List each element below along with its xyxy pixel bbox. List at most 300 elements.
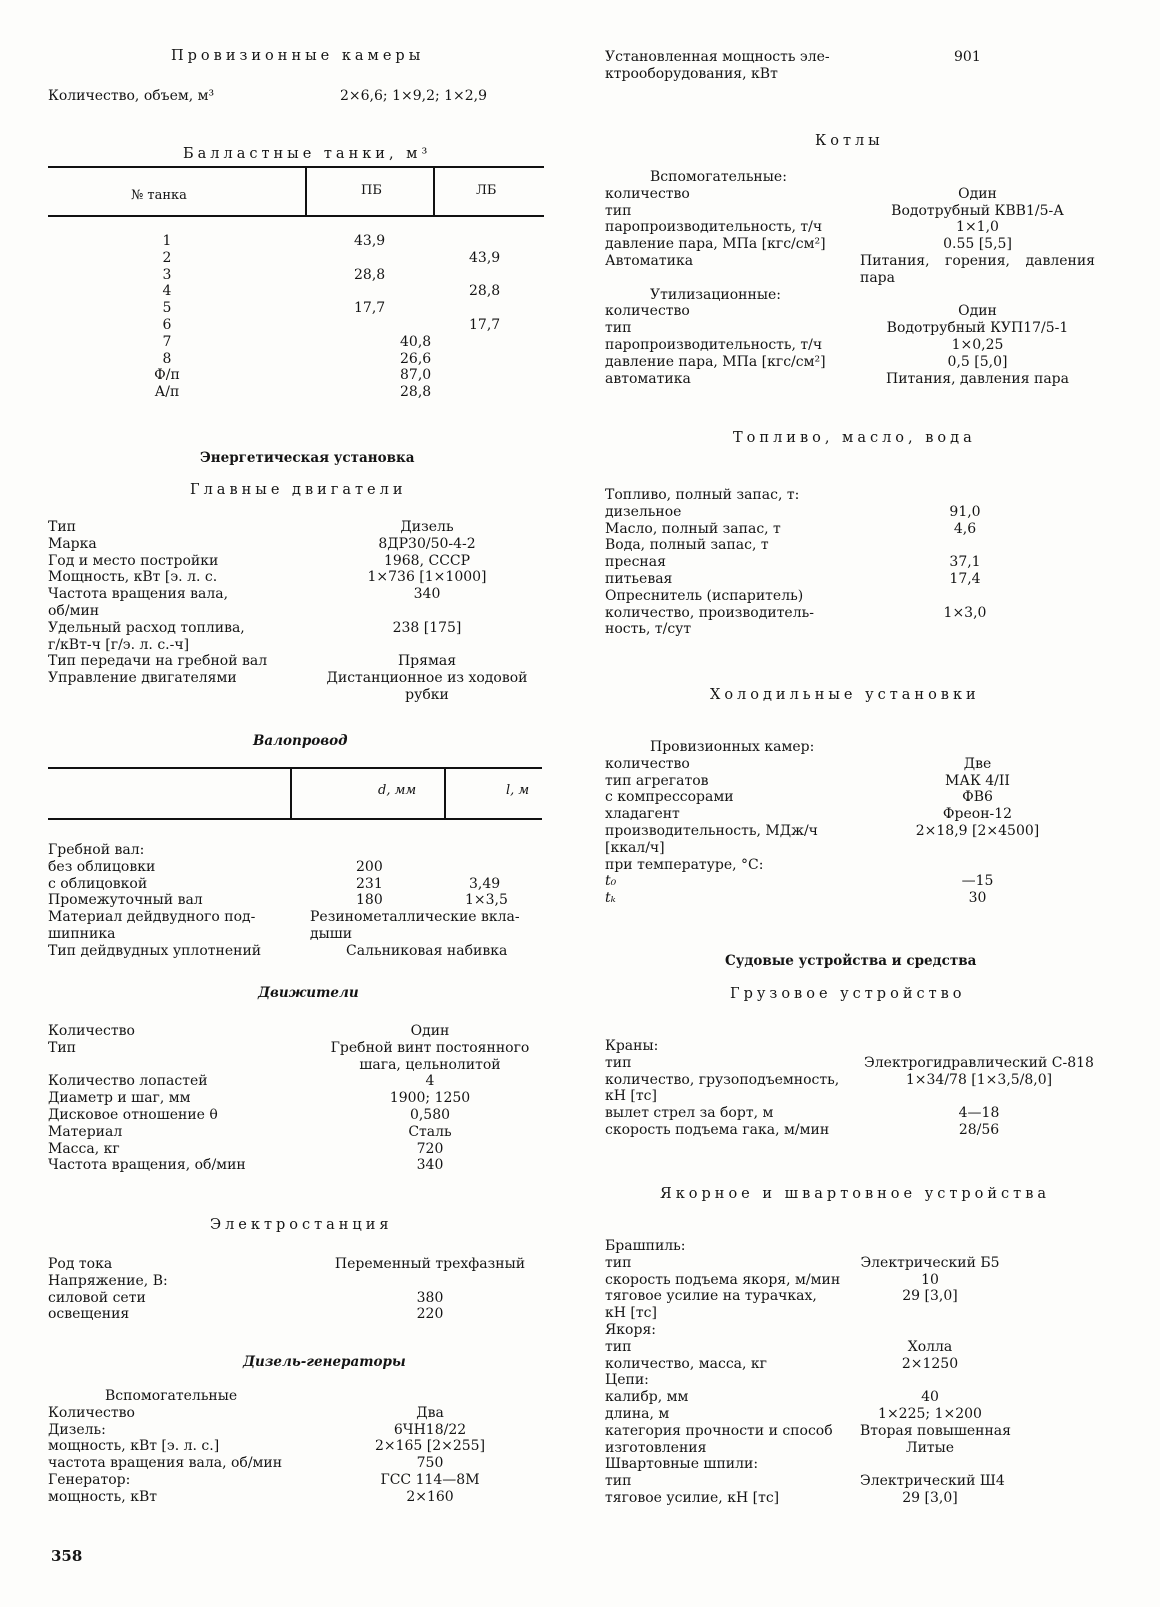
dg-row-key: Генератор: xyxy=(48,1472,131,1488)
refrigeration-row-value: 30 xyxy=(968,890,987,907)
anchor-row-value: Холла xyxy=(907,1338,953,1355)
tank-pb: 43,9 xyxy=(354,233,386,249)
dg-row xyxy=(48,1388,558,1404)
shaft-l: 3,49 xyxy=(469,875,501,892)
cargo-row-value: Электрогидравлический С-818 xyxy=(864,1054,1094,1071)
table-col-divider xyxy=(290,767,292,819)
refrigeration-row xyxy=(605,840,1125,856)
anchor-row xyxy=(605,1238,1125,1254)
table-row xyxy=(48,943,558,959)
boiler-row xyxy=(605,337,1125,353)
shaft-key: Промежуточный вал xyxy=(48,892,203,909)
propulsor-row-value: Один xyxy=(410,1023,450,1039)
anchor-row-key: тип xyxy=(605,1473,632,1490)
anchor-row xyxy=(605,1372,1125,1388)
fuel-row-value: 37,1 xyxy=(949,554,981,571)
refrigeration-row xyxy=(605,773,1125,789)
engine-row-value: Дизель xyxy=(400,519,454,535)
boiler-row-key: Вспомогательные: xyxy=(650,169,787,185)
power-row xyxy=(48,1290,558,1306)
tank-number: Ф/п xyxy=(154,367,180,384)
dg-row-value: 750 xyxy=(416,1455,444,1472)
tank-number: А/п xyxy=(154,384,180,401)
tank-lb: 43,9 xyxy=(469,249,501,266)
boiler-row xyxy=(605,287,1125,303)
refrigeration-row-value: Фреон-12 xyxy=(942,806,1013,823)
provision-row xyxy=(48,88,558,104)
anchor-row-value: Электрический Ш4 xyxy=(860,1473,1005,1490)
tank-number: 8 xyxy=(162,350,172,367)
boiler-row xyxy=(605,219,1125,235)
anchor-row xyxy=(605,1339,1125,1355)
dg-row-key: Дизель: xyxy=(48,1421,106,1438)
dg-row-value: 6ЧН18/22 xyxy=(393,1421,467,1438)
cargo-row-value: 28/56 xyxy=(958,1122,1000,1138)
engine-row xyxy=(48,569,558,585)
shaft-key: с облицовкой xyxy=(48,875,148,892)
anchor-row xyxy=(605,1423,1125,1439)
table-row xyxy=(48,300,558,316)
cargo-row xyxy=(605,1088,1125,1104)
dg-row xyxy=(48,1489,558,1505)
engine-row-value: 238 [175] xyxy=(392,619,462,636)
propulsor-row xyxy=(48,1157,558,1173)
anchor-row-key: скорость подъема якоря, м/мин xyxy=(605,1271,841,1288)
anchor-row xyxy=(605,1322,1125,1338)
table-header-cell: № танка xyxy=(131,188,187,203)
boiler-row-key: паропроизводительность, т/ч xyxy=(605,337,823,353)
engine-row xyxy=(48,653,558,669)
engine-row-key: Частота вращения вала, xyxy=(48,586,229,603)
power-row xyxy=(48,1306,558,1322)
boiler-row-value: Водотрубный КВВ1/5-А xyxy=(891,202,1064,219)
anchor-row-value: 1×225; 1×200 xyxy=(878,1406,982,1422)
fuel-row-key: дизельное xyxy=(605,503,682,520)
dg-row xyxy=(48,1438,558,1454)
refrigeration-row-key: t₀ xyxy=(605,873,617,890)
boiler-row-key: Автоматика xyxy=(605,253,694,269)
provision-value: 2×6,6; 1×9,2; 1×2,9 xyxy=(340,88,488,104)
anchor-row xyxy=(605,1456,1125,1472)
engine-row-key: Марка xyxy=(48,535,97,552)
engine-row-key: Год и место постройки xyxy=(48,552,219,569)
power-row-key: Напряжение, В: xyxy=(48,1272,168,1289)
anchor-row-key: количество, масса, кг xyxy=(605,1355,767,1372)
dg-row-key: мощность, кВт [э. л. с.] xyxy=(48,1438,220,1455)
tank-lb: 28,8 xyxy=(469,283,501,300)
fuel-row-value: 1×3,0 xyxy=(943,604,987,621)
dg-row-value: 2×165 [2×255] xyxy=(374,1438,486,1455)
propulsor-row-value: 720 xyxy=(416,1140,444,1157)
engine-row-key: об/мин xyxy=(48,603,100,619)
boiler-row-value: Питания, давления пара xyxy=(886,370,1069,387)
table-rule-top xyxy=(48,767,542,769)
tank-number: 5 xyxy=(162,300,172,317)
tank-lb: 17,7 xyxy=(469,317,501,333)
power-row-key: освещения xyxy=(48,1306,130,1323)
anchor-row xyxy=(605,1255,1125,1271)
refrigeration-row xyxy=(605,806,1125,822)
engine-row xyxy=(48,620,558,636)
boiler-row xyxy=(605,270,1125,286)
fuel-row xyxy=(605,537,1125,553)
anchor-row xyxy=(605,1288,1125,1304)
anchor-row xyxy=(605,1389,1125,1405)
engine-row xyxy=(48,586,558,602)
cargo-row xyxy=(605,1105,1125,1121)
table-row xyxy=(48,892,558,908)
table-rule-bottom xyxy=(48,215,544,217)
dg-row xyxy=(48,1472,558,1488)
boiler-row-value: 1×0,25 xyxy=(951,337,1004,353)
table-rule-bottom xyxy=(48,818,542,820)
fuel-row-value: 17,4 xyxy=(949,571,981,587)
section-title-ship-devices: Судовые устройства и средства xyxy=(725,953,977,969)
fuel-row-key: Опреснитель (испаритель) xyxy=(605,587,804,604)
boiler-row xyxy=(605,303,1125,319)
dg-row xyxy=(48,1455,558,1471)
table-row xyxy=(48,909,558,925)
boiler-row-value: Один xyxy=(958,303,997,320)
refrigeration-row-key: Провизионных камер: xyxy=(650,739,815,755)
refrigeration-row xyxy=(605,756,1125,772)
refrigeration-row xyxy=(605,873,1125,889)
table-col-divider xyxy=(305,166,307,216)
fuel-row xyxy=(605,504,1125,520)
power-row-key: силовой сети xyxy=(48,1289,146,1306)
table-row xyxy=(48,334,558,350)
anchor-row-key: категория прочности и способ xyxy=(605,1422,833,1439)
boiler-row-key: тип xyxy=(605,320,632,337)
fuel-row-key: питьевая xyxy=(605,571,673,587)
boiler-row-value: Водотрубный КУП17/5-1 xyxy=(886,320,1069,337)
table-row xyxy=(48,351,558,367)
refrigeration-row-value: МАК 4/II xyxy=(945,772,1010,789)
table-row xyxy=(48,842,558,858)
fuel-row-value: 91,0 xyxy=(949,503,981,520)
anchor-row-key: изготовления xyxy=(605,1439,707,1456)
refrigeration-row-key: tₖ xyxy=(605,890,616,907)
dg-row-key: мощность, кВт xyxy=(48,1488,157,1505)
propulsor-row-key: Материал xyxy=(48,1123,123,1140)
anchor-row-value: Электрический Б5 xyxy=(860,1254,1000,1271)
section-title-provision: Провизионные камеры xyxy=(171,48,425,64)
cargo-row-key: количество, грузоподъемность, xyxy=(605,1071,840,1088)
power-row xyxy=(48,1273,558,1289)
boiler-row-key: давление пара, МПа [кгс/см²] xyxy=(605,236,826,253)
propulsor-row-key: Дисковое отношение θ xyxy=(48,1107,218,1123)
shaft-d: Резинометаллические вкла- xyxy=(310,909,520,926)
anchor-row-key: Брашпиль: xyxy=(605,1238,686,1254)
propulsor-row-value: шага, цельнолитой xyxy=(359,1056,501,1073)
provision-key: Количество, объем, м³ xyxy=(48,88,215,104)
anchor-row xyxy=(605,1406,1125,1422)
cargo-row xyxy=(605,1038,1125,1054)
boiler-row-key: давление пара, МПа [кгс/см²] xyxy=(605,353,826,370)
anchor-row-key: Якоря: xyxy=(605,1322,656,1338)
fuel-row-key: Масло, полный запас, т xyxy=(605,520,781,537)
anchor-row xyxy=(605,1272,1125,1288)
installed-power-key: ктрооборудования, кВт xyxy=(605,66,778,82)
propulsor-row-key: Тип xyxy=(48,1039,76,1056)
power-row-value: 380 xyxy=(416,1289,444,1306)
anchor-row xyxy=(605,1490,1125,1506)
shaft-l: 1×3,5 xyxy=(465,892,508,909)
shaft-d: дыши xyxy=(310,926,353,942)
refrigeration-row-value: ФВ6 xyxy=(962,789,993,806)
propulsor-row xyxy=(48,1090,558,1106)
table-row xyxy=(48,250,558,266)
power-row-key: Род тока xyxy=(48,1256,113,1272)
boiler-row xyxy=(605,203,1125,219)
boiler-row xyxy=(605,354,1125,370)
boiler-row-value: пара xyxy=(860,269,895,286)
engine-row xyxy=(48,536,558,552)
fuel-row xyxy=(605,554,1125,570)
section-title-engines: Главные двигатели xyxy=(190,482,407,498)
table-header-cell: l, м xyxy=(506,783,530,798)
boiler-row-key: количество xyxy=(605,303,690,320)
boiler-row-key: тип xyxy=(605,202,632,219)
table-row xyxy=(48,876,558,892)
fuel-row-key: ность, т/сут xyxy=(605,621,692,638)
cargo-row-value: 1×34/78 [1×3,5/8,0] xyxy=(905,1071,1053,1088)
cargo-row xyxy=(605,1055,1125,1071)
dg-row xyxy=(48,1405,558,1421)
tank-center: 26,6 xyxy=(400,350,432,367)
fuel-row xyxy=(605,571,1125,587)
engine-row-key: Тип xyxy=(48,519,76,535)
shaft-key: Материал дейдвудного под- xyxy=(48,909,256,926)
propulsor-row xyxy=(48,1141,558,1157)
fuel-row-value: 4,6 xyxy=(953,520,977,537)
engine-row-key: Мощность, кВт [э. л. с. xyxy=(48,569,218,586)
propulsor-row-key: Диаметр и шаг, мм xyxy=(48,1090,191,1107)
anchor-row xyxy=(605,1356,1125,1372)
propulsor-row-value: Сталь xyxy=(408,1123,452,1140)
shaft-key: Тип дейдвудных уплотнений xyxy=(48,942,262,959)
tank-pb: 17,7 xyxy=(354,300,386,317)
table-row xyxy=(48,283,558,299)
propulsor-row-value: 4 xyxy=(425,1073,435,1090)
boiler-row-key: количество xyxy=(605,185,690,202)
table-row xyxy=(48,367,558,383)
section-title-anchor: Якорное и швартовное устройства xyxy=(660,1186,1051,1202)
anchor-row xyxy=(605,1440,1125,1456)
anchor-row-value: 29 [3,0] xyxy=(902,1490,958,1506)
fuel-row-key: Топливо, полный запас, т: xyxy=(605,487,800,503)
section-title-boilers: Котлы xyxy=(815,133,884,149)
anchor-row-key: длина, м xyxy=(605,1406,670,1422)
section-title-shaft: Валопровод xyxy=(253,733,348,749)
refrigeration-row xyxy=(605,789,1125,805)
power-row-value: 220 xyxy=(416,1306,444,1323)
anchor-row xyxy=(605,1473,1125,1489)
table-header-cell: ЛБ xyxy=(476,183,497,198)
propulsor-row-value: 340 xyxy=(416,1157,444,1174)
engine-row-key: Тип передачи на гребной вал xyxy=(48,653,268,670)
section-title-refrigeration: Холодильные установки xyxy=(710,687,980,703)
installed-power-value: 901 xyxy=(954,49,981,65)
table-row xyxy=(48,384,558,400)
dg-row-key: Вспомогательные xyxy=(105,1388,238,1404)
cargo-row-key: вылет стрел за борт, м xyxy=(605,1105,774,1122)
cargo-row-key: тип xyxy=(605,1054,632,1071)
power-row-value: Переменный трехфазный xyxy=(334,1256,526,1272)
engine-row-value: 1968, СССР xyxy=(383,552,471,569)
table-row xyxy=(48,267,558,283)
engine-row-value: 8ДР30/50-4-2 xyxy=(378,535,476,552)
engine-row xyxy=(48,519,558,535)
boiler-row xyxy=(605,236,1125,252)
table-row xyxy=(48,926,558,942)
engine-row-key: Управление двигателями xyxy=(48,670,237,687)
refrigeration-row-key: при температуре, °С: xyxy=(605,856,764,873)
propulsor-row xyxy=(48,1073,558,1089)
anchor-row-key: тяговое усилие на турачках, xyxy=(605,1288,817,1305)
section-title-propulsors: Движители xyxy=(258,985,359,1001)
refrigeration-row xyxy=(605,823,1125,839)
fuel-row xyxy=(605,521,1125,537)
anchor-row-key: тип xyxy=(605,1338,632,1355)
engine-row xyxy=(48,670,558,686)
page-number: 358 xyxy=(51,1547,83,1565)
anchor-row-key: Швартовные шпили: xyxy=(605,1456,759,1473)
section-title-cargo: Грузовое устройство xyxy=(730,986,966,1002)
installed-power-row xyxy=(605,49,1125,65)
cargo-row-value: 4—18 xyxy=(958,1105,1000,1122)
section-title-fuel: Топливо, масло, вода xyxy=(733,430,976,446)
boiler-row-value: Один xyxy=(958,185,997,202)
engine-row-key: Удельный расход топлива, xyxy=(48,619,245,636)
refrigeration-row-value: 2×18,9 [2×4500] xyxy=(915,823,1040,839)
tank-center: 28,8 xyxy=(400,384,432,401)
tank-number: 7 xyxy=(162,333,172,350)
table-header-cell: ПБ xyxy=(361,183,382,198)
tank-number: 6 xyxy=(162,317,172,333)
fuel-row-key: Вода, полный запас, т xyxy=(605,537,769,554)
shaft-d: 231 xyxy=(356,875,383,892)
tank-center: 40,8 xyxy=(400,333,432,350)
boiler-row-key: автоматика xyxy=(605,370,691,387)
power-row xyxy=(48,1256,558,1272)
propulsor-row xyxy=(48,1040,558,1056)
shaft-d: Сальниковая набивка xyxy=(346,942,508,959)
table-col-divider xyxy=(444,767,446,819)
refrigeration-row-key: производительность, МДж/ч xyxy=(605,823,818,839)
tank-number: 3 xyxy=(162,266,172,283)
refrigeration-row-key: [ккал/ч] xyxy=(605,839,665,856)
propulsor-row-key: Количество лопастей xyxy=(48,1073,208,1090)
boiler-row-key: паропроизводительность, т/ч xyxy=(605,219,823,236)
installed-power-row xyxy=(605,66,1125,82)
boiler-row-value: 0.55 [5,5] xyxy=(943,236,1012,253)
shaft-key: шипника xyxy=(48,926,116,942)
fuel-row xyxy=(605,621,1125,637)
anchor-row-value: 10 xyxy=(921,1271,939,1288)
engine-row xyxy=(48,687,558,703)
fuel-row-key: количество, производитель- xyxy=(605,604,814,621)
boiler-row-key: Утилизационные: xyxy=(650,286,781,303)
propulsor-row-key: Количество xyxy=(48,1023,135,1039)
boiler-row-value: Питания, горения, давления xyxy=(860,253,1095,269)
dg-row xyxy=(48,1422,558,1438)
fuel-row xyxy=(605,487,1125,503)
refrigeration-row-key: тип агрегатов xyxy=(605,772,709,789)
table-header-cell: d, мм xyxy=(378,783,417,798)
tank-pb: 28,8 xyxy=(354,266,386,283)
table-rule-top xyxy=(48,166,544,168)
propulsor-row-key: Масса, кг xyxy=(48,1140,120,1157)
dg-row-value: ГСС 114—8М xyxy=(380,1472,480,1488)
shaft-d: 200 xyxy=(356,858,383,875)
boiler-row xyxy=(605,169,1125,185)
shaft-d: 180 xyxy=(356,892,383,909)
section-title-dg: Дизель-генераторы xyxy=(243,1354,406,1370)
engine-row xyxy=(48,553,558,569)
anchor-row xyxy=(605,1305,1125,1321)
propulsor-row-key: Частота вращения, об/мин xyxy=(48,1157,246,1174)
tank-number: 1 xyxy=(162,233,172,249)
table-col-divider xyxy=(433,166,435,216)
cargo-row-key: кН [тс] xyxy=(605,1088,657,1105)
table-row xyxy=(48,317,558,333)
cargo-row-key: скорость подъема гака, м/мин xyxy=(605,1122,830,1138)
cargo-row-key: Краны: xyxy=(605,1038,659,1054)
dg-row-value: Два xyxy=(416,1404,444,1421)
propulsor-row-value: Гребной винт постоянного xyxy=(330,1039,530,1056)
engine-row-value: Дистанционное из ходовой xyxy=(326,670,528,687)
fuel-row xyxy=(605,605,1125,621)
refrigeration-row-value: —15 xyxy=(961,873,994,890)
anchor-row-key: кН [тс] xyxy=(605,1305,657,1322)
tank-number: 2 xyxy=(162,249,172,266)
tank-center: 87,0 xyxy=(400,367,432,384)
engine-row-value: 1×736 [1×1000] xyxy=(367,569,487,586)
boiler-row xyxy=(605,320,1125,336)
anchor-row-value: 29 [3,0] xyxy=(902,1288,958,1305)
cargo-row xyxy=(605,1122,1125,1138)
installed-power-key: Установленная мощность эле- xyxy=(605,49,830,65)
propulsor-row xyxy=(48,1023,558,1039)
dg-row-key: Количество xyxy=(48,1404,135,1421)
anchor-row-value: 2×1250 xyxy=(901,1355,959,1372)
boiler-row xyxy=(605,186,1125,202)
anchor-row-value: 40 xyxy=(921,1389,939,1406)
anchor-row-key: калибр, мм xyxy=(605,1389,689,1406)
shaft-key: без облицовки xyxy=(48,858,156,875)
dg-row-value: 2×160 xyxy=(406,1488,454,1505)
table-row xyxy=(48,859,558,875)
refrigeration-row xyxy=(605,857,1125,873)
boiler-row-value: 1×1,0 xyxy=(956,219,999,236)
propulsor-row xyxy=(48,1124,558,1140)
shaft-key: Гребной вал: xyxy=(48,842,145,858)
anchor-row-key: тип xyxy=(605,1254,632,1271)
refrigeration-row xyxy=(605,890,1125,906)
fuel-row-key: пресная xyxy=(605,554,666,571)
fuel-row xyxy=(605,588,1125,604)
refrigeration-row-key: с компрессорами xyxy=(605,789,734,806)
cargo-row xyxy=(605,1072,1125,1088)
engine-row-key: г/кВт-ч [г/э. л. с.-ч] xyxy=(48,636,190,653)
engine-row-value: 340 xyxy=(413,586,441,603)
propulsor-row-value: 0,580 xyxy=(409,1107,451,1123)
boiler-row xyxy=(605,253,1125,269)
refrigeration-row-value: Две xyxy=(963,755,992,772)
engine-row xyxy=(48,637,558,653)
boiler-row-value: 0,5 [5,0] xyxy=(947,353,1008,370)
